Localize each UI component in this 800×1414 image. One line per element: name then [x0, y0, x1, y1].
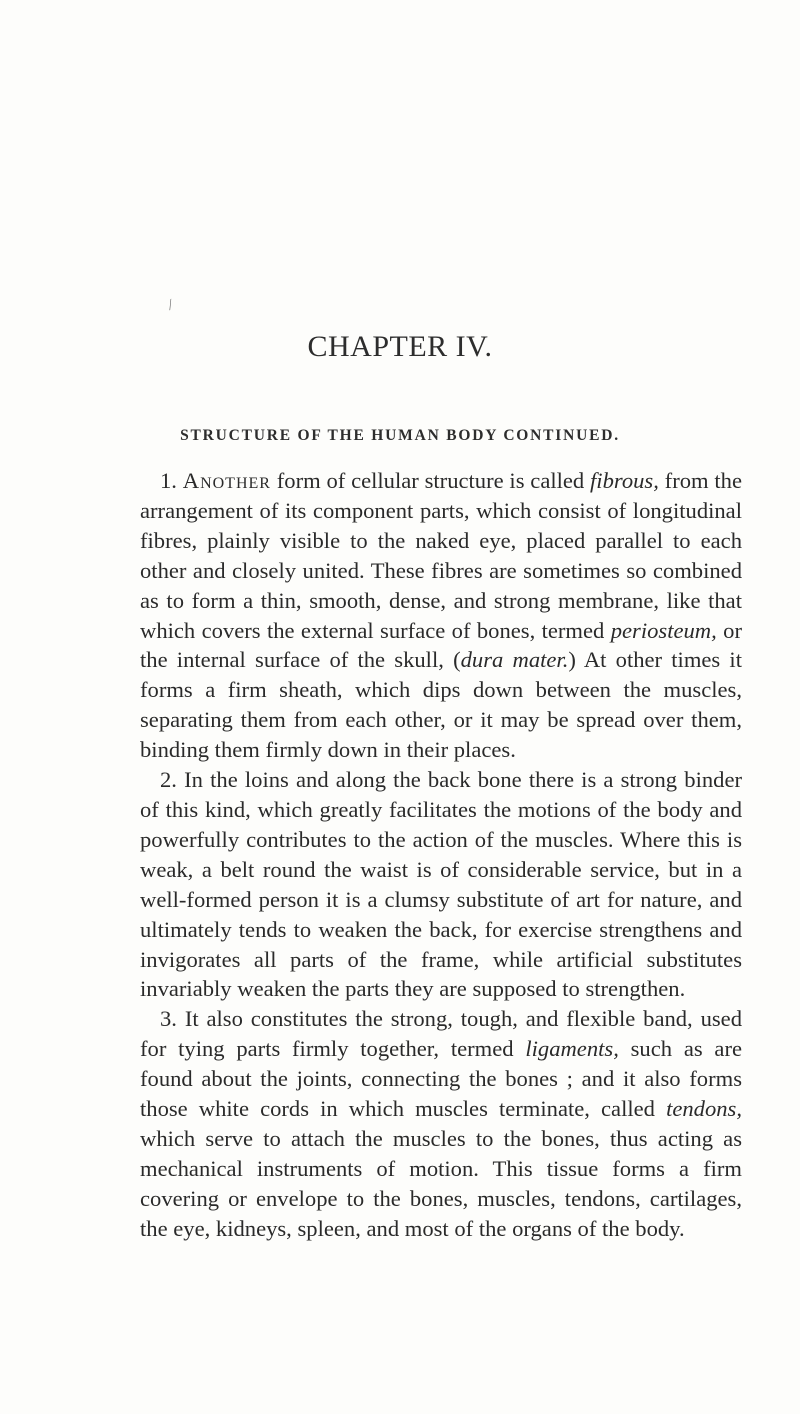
paragraph-text: It also constitutes the strong, tough, and flexible band, used for tying parts firmly together, termed	[140, 1006, 742, 1062]
paragraph-text: which serve to attach the muscles to the bones, thus acting as mechanical instruments of motion. This tissue forms a firm covering or envelope to the bones, muscles, tendons, cartilages, the eye, kidneys, spleen, and most of the organs of the body.	[140, 1125, 742, 1241]
paragraph-text: In the loins and along the back bone there is a strong binder of this kind, which greatly facilitates the motions of the body and powerfully contributes to the action of the muscles. Where this is weak, a belt round the waist is of considerable service, but in a well-formed person it is a clumsy substitute of art for nature, and ultimately tends to weaken the back, for exercise strengthens and invigorates all parts of the frame, while artificial substitutes invariably weaken the parts they are supposed to strengthen.	[140, 767, 742, 1002]
paragraph-text: ) At other times it forms a firm sheath, which dips down between the muscles, separating them from each other, or it may be spread over them, binding them firmly down in their places.	[140, 647, 742, 763]
paragraph-number: 3.	[160, 1006, 177, 1032]
section-title: STRUCTURE OF THE HUMAN BODY CONTINUED.	[180, 427, 620, 444]
paragraph-text: form of cellular structure is called	[270, 468, 591, 493]
chapter-title: CHAPTER IV.	[307, 330, 493, 363]
paragraph-number: 1.	[160, 468, 177, 493]
paragraph-2	[140, 765, 742, 1004]
printer-mark: ⁄	[166, 298, 176, 313]
italic-term: tendons,	[666, 1096, 742, 1122]
body-text	[140, 466, 742, 1244]
lead-word: Another	[182, 468, 271, 493]
paragraph-1	[140, 466, 742, 765]
paragraph-3	[140, 1004, 742, 1243]
paragraph-text: such as are found about the joints, connecting the bones ; and it also forms those white cords in which muscles terminate, called	[140, 1036, 743, 1122]
italic-term: dura mater.	[460, 647, 569, 673]
paragraph-number: 2.	[160, 767, 177, 793]
italic-term: ligaments,	[525, 1036, 619, 1062]
italic-term: fibrous,	[590, 468, 659, 493]
italic-term: periosteum,	[610, 617, 717, 643]
paragraph-text: or the internal surface of the skull, (	[140, 617, 742, 673]
paragraph-text: from the arrangement of its component parts, which consist of longitudinal fibres, plainly visible to the naked eye, placed parallel to each other and closely united. These fibres are sometimes so combined as to form a thin, smooth, dense, and strong membrane, like that which covers the external surface of bones, termed	[140, 468, 742, 643]
